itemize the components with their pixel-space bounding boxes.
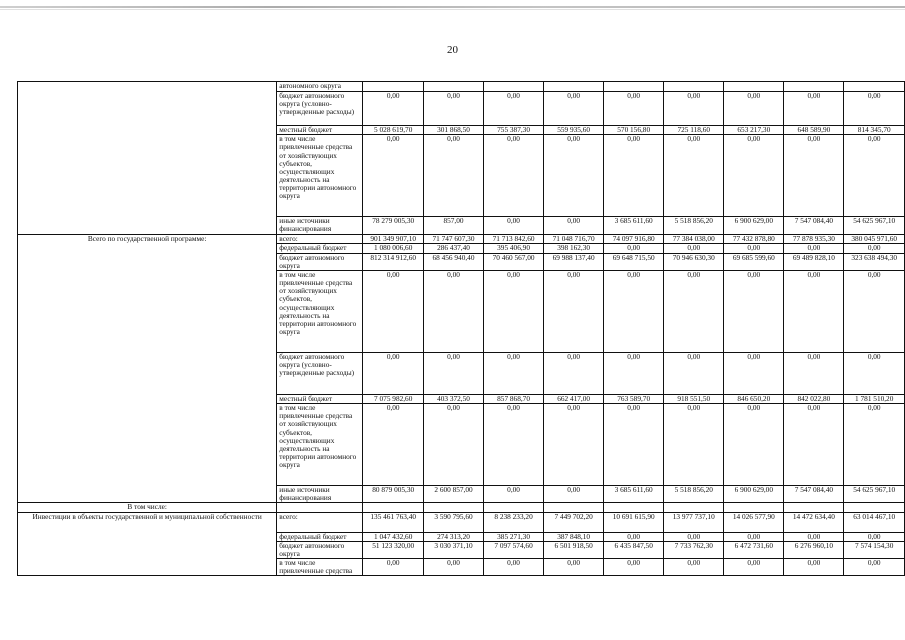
- source-label: в том числе привлеченные средства от хозяйствующих субъектов, осуществляющих деятельность на территории автономного округа: [277, 135, 363, 217]
- value-cell: [844, 82, 905, 92]
- value-cell: 0,00: [544, 404, 604, 486]
- value-cell: 0,00: [363, 92, 424, 126]
- source-label: всего:: [277, 235, 363, 244]
- value-cell: 6 276 960,10: [784, 541, 844, 558]
- value-cell: [784, 503, 844, 512]
- value-cell: 51 123 320,00: [363, 541, 424, 558]
- value-cell: 0,00: [784, 559, 844, 576]
- value-cell: 3 685 611,60: [604, 486, 664, 503]
- source-label: бюджет автономного округа (условно-утвержденные расходы): [277, 352, 363, 394]
- value-cell: 0,00: [784, 270, 844, 352]
- value-cell: [604, 503, 664, 512]
- value-cell: 14 026 577,90: [724, 512, 784, 532]
- value-cell: [484, 503, 544, 512]
- value-cell: 6 501 918,50: [544, 541, 604, 558]
- value-cell: 0,00: [784, 352, 844, 394]
- value-cell: 842 022,80: [784, 394, 844, 403]
- value-cell: 71 048 716,70: [544, 235, 604, 244]
- value-cell: 0,00: [484, 270, 544, 352]
- value-cell: 1 781 510,20: [844, 394, 905, 403]
- value-cell: 77 384 038,00: [664, 235, 724, 244]
- value-cell: [363, 82, 424, 92]
- value-cell: 387 848,10: [544, 532, 604, 541]
- value-cell: 403 372,50: [423, 394, 483, 403]
- value-cell: 14 472 634,40: [784, 512, 844, 532]
- value-cell: 0,00: [363, 559, 424, 576]
- value-cell: 0,00: [423, 352, 483, 394]
- value-cell: 71 713 842,60: [484, 235, 544, 244]
- value-cell: 0,00: [724, 352, 784, 394]
- value-cell: 0,00: [604, 352, 664, 394]
- value-cell: 7 547 084,40: [784, 486, 844, 503]
- value-cell: 0,00: [664, 135, 724, 217]
- value-cell: 0,00: [423, 135, 483, 217]
- value-cell: 0,00: [363, 135, 424, 217]
- value-cell: 80 879 005,30: [363, 486, 424, 503]
- program-cell: Всего по государственной программе:: [18, 235, 277, 503]
- value-cell: 0,00: [484, 352, 544, 394]
- value-cell: [544, 82, 604, 92]
- value-cell: 0,00: [604, 270, 664, 352]
- value-cell: 69 489 828,10: [784, 253, 844, 270]
- value-cell: 814 345,70: [844, 126, 905, 135]
- value-cell: 0,00: [544, 135, 604, 217]
- value-cell: 13 977 737,10: [664, 512, 724, 532]
- value-cell: 725 118,60: [664, 126, 724, 135]
- value-cell: [544, 503, 604, 512]
- value-cell: 385 271,30: [484, 532, 544, 541]
- value-cell: 54 625 967,10: [844, 217, 905, 235]
- value-cell: 0,00: [724, 135, 784, 217]
- value-cell: 274 313,20: [423, 532, 483, 541]
- value-cell: 0,00: [604, 532, 664, 541]
- value-cell: 0,00: [604, 244, 664, 253]
- value-cell: 857,00: [423, 217, 483, 235]
- value-cell: 901 349 907,10: [363, 235, 424, 244]
- value-cell: 7 075 982,60: [363, 394, 424, 403]
- value-cell: 3 030 371,10: [423, 541, 483, 558]
- value-cell: 0,00: [664, 532, 724, 541]
- value-cell: 846 650,20: [724, 394, 784, 403]
- value-cell: 0,00: [664, 270, 724, 352]
- source-label: в том числе привлеченные средства: [277, 559, 363, 576]
- source-label: иные источники финансирования: [277, 217, 363, 235]
- source-label: всего:: [277, 512, 363, 532]
- value-cell: [604, 82, 664, 92]
- value-cell: 918 551,50: [664, 394, 724, 403]
- value-cell: 0,00: [844, 92, 905, 126]
- value-cell: 77 432 878,80: [724, 235, 784, 244]
- source-label: бюджет автономного округа (условно-утвержденные расходы): [277, 92, 363, 126]
- value-cell: 653 217,30: [724, 126, 784, 135]
- value-cell: 0,00: [484, 92, 544, 126]
- value-cell: [484, 82, 544, 92]
- value-cell: 5 518 856,20: [664, 217, 724, 235]
- value-cell: 0,00: [544, 270, 604, 352]
- value-cell: 0,00: [784, 532, 844, 541]
- value-cell: 0,00: [604, 404, 664, 486]
- value-cell: 135 461 763,40: [363, 512, 424, 532]
- value-cell: 8 238 233,20: [484, 512, 544, 532]
- value-cell: 77 878 935,30: [784, 235, 844, 244]
- value-cell: 0,00: [423, 92, 483, 126]
- value-cell: 763 589,70: [604, 394, 664, 403]
- value-cell: 74 097 916,80: [604, 235, 664, 244]
- value-cell: 69 685 599,60: [724, 253, 784, 270]
- value-cell: 0,00: [423, 270, 483, 352]
- value-cell: 5 518 856,20: [664, 486, 724, 503]
- value-cell: 0,00: [844, 559, 905, 576]
- value-cell: 7 574 154,30: [844, 541, 905, 558]
- value-cell: 7 097 574,60: [484, 541, 544, 558]
- source-label: в том числе привлеченные средства от хозяйствующих субъектов, осуществляющих деятельность на территории автономного округа: [277, 404, 363, 486]
- value-cell: 0,00: [423, 404, 483, 486]
- value-cell: 398 162,30: [544, 244, 604, 253]
- table-row: [18, 503, 905, 512]
- value-cell: [363, 503, 424, 512]
- source-label: [277, 503, 363, 512]
- value-cell: [724, 503, 784, 512]
- value-cell: 68 456 940,40: [423, 253, 483, 270]
- table-row: [18, 235, 905, 244]
- value-cell: 0,00: [784, 135, 844, 217]
- value-cell: 0,00: [724, 559, 784, 576]
- value-cell: 559 935,60: [544, 126, 604, 135]
- value-cell: 0,00: [363, 352, 424, 394]
- value-cell: 7 733 762,30: [664, 541, 724, 558]
- value-cell: 78 279 005,30: [363, 217, 424, 235]
- value-cell: 6 900 629,00: [724, 486, 784, 503]
- value-cell: 0,00: [844, 532, 905, 541]
- value-cell: 286 437,40: [423, 244, 483, 253]
- source-label: федеральный бюджет: [277, 244, 363, 253]
- value-cell: [784, 82, 844, 92]
- value-cell: 662 417,00: [544, 394, 604, 403]
- value-cell: 0,00: [784, 404, 844, 486]
- value-cell: 0,00: [724, 532, 784, 541]
- source-label: бюджет автономного округа: [277, 541, 363, 558]
- source-label: бюджет автономного округа: [277, 253, 363, 270]
- value-cell: 0,00: [604, 92, 664, 126]
- value-cell: 5 028 619,70: [363, 126, 424, 135]
- value-cell: 6 472 731,60: [724, 541, 784, 558]
- value-cell: 0,00: [844, 244, 905, 253]
- value-cell: 1 080 006,60: [363, 244, 424, 253]
- value-cell: 63 014 467,10: [844, 512, 905, 532]
- value-cell: 380 045 971,60: [844, 235, 905, 244]
- page-number: 20: [447, 44, 458, 56]
- value-cell: 7 547 084,40: [784, 217, 844, 235]
- value-cell: 3 685 611,60: [604, 217, 664, 235]
- value-cell: 0,00: [724, 270, 784, 352]
- value-cell: 0,00: [664, 92, 724, 126]
- value-cell: 323 638 494,30: [844, 253, 905, 270]
- value-cell: 0,00: [664, 352, 724, 394]
- value-cell: 0,00: [724, 244, 784, 253]
- value-cell: 69 988 137,40: [544, 253, 604, 270]
- value-cell: 0,00: [484, 217, 544, 235]
- value-cell: 0,00: [544, 352, 604, 394]
- source-label: иные источники финансирования: [277, 486, 363, 503]
- value-cell: 70 460 567,00: [484, 253, 544, 270]
- value-cell: 812 314 912,60: [363, 253, 424, 270]
- value-cell: 0,00: [784, 92, 844, 126]
- program-cell: [18, 82, 277, 235]
- value-cell: 857 868,70: [484, 394, 544, 403]
- value-cell: 301 868,50: [423, 126, 483, 135]
- program-cell: Инвестиции в объекты государственной и муниципальной собственности: [18, 512, 277, 576]
- value-cell: 6 900 629,00: [724, 217, 784, 235]
- value-cell: 0,00: [544, 217, 604, 235]
- value-cell: 570 156,80: [604, 126, 664, 135]
- table-row: [18, 512, 905, 532]
- source-label: местный бюджет: [277, 126, 363, 135]
- value-cell: 0,00: [724, 404, 784, 486]
- value-cell: [844, 503, 905, 512]
- value-cell: 69 648 715,50: [604, 253, 664, 270]
- value-cell: 0,00: [363, 270, 424, 352]
- value-cell: [724, 82, 784, 92]
- value-cell: 755 387,30: [484, 126, 544, 135]
- value-cell: 0,00: [604, 559, 664, 576]
- value-cell: 0,00: [664, 559, 724, 576]
- value-cell: 0,00: [664, 244, 724, 253]
- value-cell: 0,00: [484, 404, 544, 486]
- value-cell: 0,00: [844, 135, 905, 217]
- value-cell: 1 047 432,60: [363, 532, 424, 541]
- value-cell: 0,00: [423, 559, 483, 576]
- value-cell: 3 590 795,60: [423, 512, 483, 532]
- source-label: местный бюджет: [277, 394, 363, 403]
- scan-edge-shadow: [0, 9, 905, 10]
- value-cell: 0,00: [784, 244, 844, 253]
- value-cell: [423, 82, 483, 92]
- value-cell: 0,00: [484, 135, 544, 217]
- value-cell: 0,00: [664, 404, 724, 486]
- value-cell: 0,00: [363, 404, 424, 486]
- value-cell: 54 625 967,10: [844, 486, 905, 503]
- value-cell: 648 589,90: [784, 126, 844, 135]
- value-cell: 0,00: [544, 92, 604, 126]
- value-cell: 71 747 607,30: [423, 235, 483, 244]
- value-cell: [664, 503, 724, 512]
- value-cell: [664, 82, 724, 92]
- value-cell: 2 600 857,00: [423, 486, 483, 503]
- value-cell: [423, 503, 483, 512]
- value-cell: 0,00: [604, 135, 664, 217]
- value-cell: 0,00: [844, 404, 905, 486]
- value-cell: 0,00: [484, 486, 544, 503]
- value-cell: 395 406,90: [484, 244, 544, 253]
- table-row: [18, 82, 905, 92]
- source-label: в том числе привлеченные средства от хозяйствующих субъектов, осуществляющих деятельность на территории автономного округа: [277, 270, 363, 352]
- value-cell: 0,00: [484, 559, 544, 576]
- value-cell: 0,00: [544, 559, 604, 576]
- value-cell: 7 449 702,20: [544, 512, 604, 532]
- value-cell: 6 435 847,50: [604, 541, 664, 558]
- source-label: автономного округа: [277, 82, 363, 92]
- source-label: федеральный бюджет: [277, 532, 363, 541]
- value-cell: 0,00: [844, 352, 905, 394]
- budget-table: [17, 81, 905, 576]
- value-cell: 0,00: [844, 270, 905, 352]
- program-cell: В том числе:: [18, 503, 277, 512]
- value-cell: 0,00: [544, 486, 604, 503]
- value-cell: 0,00: [724, 92, 784, 126]
- scan-edge: [0, 6, 905, 8]
- value-cell: 70 946 630,30: [664, 253, 724, 270]
- value-cell: 10 691 615,90: [604, 512, 664, 532]
